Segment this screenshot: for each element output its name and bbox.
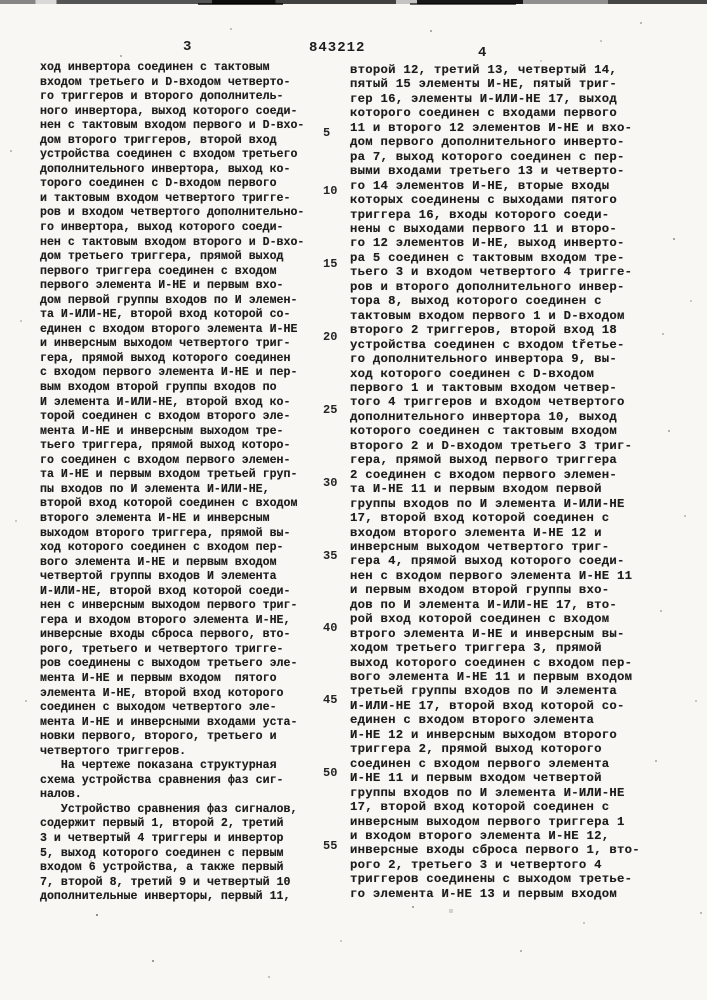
- gutter-line-number: 55: [323, 839, 338, 853]
- text-line: дополнительного инвертора, выход ко-: [40, 162, 291, 176]
- text-line: та И-НЕ и первым входом третьей груп-: [40, 468, 298, 482]
- text-line: втрого элемента И-НЕ и инверсным вы-: [350, 626, 625, 641]
- gutter-line-number: 35: [323, 549, 338, 563]
- text-line: инверсным выходом четвертого триг-: [350, 539, 610, 554]
- text-line: инверсные входы сброса первого 1, вто-: [350, 843, 640, 858]
- text-line: триггера 16, входы которого соеди-: [350, 207, 610, 222]
- text-line: которых соединены с выходами пятого: [350, 193, 618, 208]
- text-line: нен с тактовым входом второго и D-вхо-: [40, 235, 305, 249]
- line-number-gutter: [323, 0, 347, 1000]
- text-line: вым входом второй группы входов по: [40, 381, 277, 395]
- text-line: го 12 элементов И-НЕ, выход инверто-: [350, 236, 625, 251]
- text-line: дом первого дополнительного инверто-: [350, 135, 625, 150]
- text-line: первого элемента И-НЕ и первым вхо-: [40, 279, 284, 293]
- text-line: мента И-НЕ и первым входом пятого: [40, 671, 277, 685]
- gutter-line-number: 20: [323, 330, 338, 344]
- text-line: ходом третьего триггера 3, прямой: [350, 641, 602, 656]
- text-line: гера, прямой выход которого соединен: [40, 351, 291, 365]
- text-line: четвертой группы входов И элемента: [40, 570, 277, 584]
- text-line: инверсным выходом первого триггера 1: [350, 814, 625, 829]
- gutter-line-number: 50: [323, 766, 338, 780]
- text-line: группы входов по И элемента И-ИЛИ-НЕ: [350, 785, 625, 800]
- text-line: третьей группы входов по И элемента: [350, 684, 618, 699]
- text-line: второй 12, третий 13, четвертый 14,: [350, 63, 618, 77]
- text-line: которого соединен с входами первого: [350, 106, 618, 121]
- text-line: ров и второго дополнительного инвер-: [350, 279, 625, 294]
- text-line: новки первого, второго, третьего и: [40, 730, 277, 744]
- text-line: дополнительные инверторы, первый 11,: [40, 890, 291, 904]
- text-line: содержит первый 1, второй 2, третий: [40, 817, 284, 831]
- text-line: вого элемента И-НЕ 11 и первым входом: [350, 670, 633, 685]
- text-line: дом третьего триггера, прямой выход: [40, 250, 284, 264]
- patent-number: 843212: [309, 40, 366, 56]
- text-line: 2 соединен с входом первого элемен-: [350, 467, 618, 482]
- text-line: мента И-НЕ и инверсными входами уста-: [40, 715, 298, 729]
- text-line: дов по И элемента И-ИЛИ-НЕ 17, вто-: [350, 597, 618, 612]
- text-line: го дополнительного инвертора 9, вы-: [350, 352, 618, 367]
- text-line: 11 и второго 12 элементов И-НЕ и вхо-: [350, 120, 633, 135]
- gutter-line-number: 10: [323, 184, 338, 198]
- text-line: и тактовым входом четвертого тригге-: [40, 191, 291, 205]
- text-line: которого соединен с тактовым входом: [350, 424, 618, 439]
- text-line: четвертого триггеров.: [40, 744, 187, 758]
- text-line: выходом второго триггера, прямой вы-: [40, 526, 291, 540]
- text-line: И элемента И-ИЛИ-НЕ, второй вход ко-: [40, 395, 291, 409]
- text-line: элемента И-НЕ, второй вход которого: [40, 686, 284, 700]
- text-line: 5, выход которого соединен с первым: [40, 846, 284, 860]
- text-line: входом 6 устройства, а также первый: [40, 861, 284, 875]
- text-line: гера 4, прямой выход которого соеди-: [350, 554, 625, 569]
- text-line: триггеров соединены с выходом третье-: [350, 872, 633, 887]
- text-line: го соединен с входом первого элемен-: [40, 453, 291, 467]
- text-line: ров соединены с выходом третьего эле-: [40, 657, 298, 671]
- text-line: налов.: [40, 788, 82, 802]
- text-line: рого 2, третьего 3 и четвертого 4: [350, 857, 602, 872]
- page-number-right: 4: [478, 45, 488, 61]
- text-line: второго 2 и D-входом третьего 3 триг-: [350, 438, 633, 453]
- text-line: единен с входом второго элемента И-НЕ: [40, 322, 298, 336]
- text-line: устройства соединен с входом третьего: [40, 148, 298, 162]
- text-line: И-ИЛИ-НЕ 17, второй вход которой со-: [350, 698, 625, 713]
- text-line: первого 1 и тактовым входом четвер-: [350, 380, 618, 395]
- text-line: мента И-НЕ и инверсным выходом тре-: [40, 424, 284, 438]
- page-number-left: 3: [183, 39, 193, 55]
- text-line: рого, третьего и четвертого тригге-: [40, 642, 284, 656]
- text-line: гер 16, элементы И-ИЛИ-НЕ 17, выход: [350, 91, 618, 106]
- text-line: пы входов по И элемента И-ИЛИ-НЕ,: [40, 482, 270, 496]
- text-line: второго 2 триггеров, второй вход 18: [350, 323, 618, 338]
- text-line: дом второго триггеров, второй вход: [40, 133, 277, 147]
- text-line: го 14 элементов И-НЕ, вторые входы: [350, 178, 610, 193]
- text-line: рой вход которой соединен с входом: [350, 612, 610, 627]
- text-line: соединен с входом первого элемента: [350, 756, 610, 771]
- text-line: тора 8, выход которого соединен с: [350, 294, 602, 309]
- text-line: 7, второй 8, третий 9 и четвертый 10: [40, 875, 291, 889]
- text-line: 3 и четвертый 4 триггеры и инвертор: [40, 831, 284, 845]
- text-line: ров и входом четвертого дополнительно-: [40, 206, 305, 220]
- text-line: нен с инверсным выходом первого триг-: [40, 599, 298, 613]
- text-line: го инвертора, выход которого соеди-: [40, 221, 284, 235]
- text-line: ход которого соединен с D-входом: [350, 366, 595, 381]
- text-line: торого соединен с D-входом первого: [40, 177, 277, 191]
- right-column: [350, 63, 656, 901]
- text-line: ход которого соединен с входом пер-: [40, 541, 284, 555]
- text-line: и инверсным выходом четвертого триг-: [40, 337, 291, 351]
- text-line: вого элемента И-НЕ и первым входом: [40, 555, 277, 569]
- gutter-line-number: 5: [323, 126, 331, 140]
- gutter-line-number: 15: [323, 257, 338, 271]
- text-line: го элемента И-НЕ 13 и первым входом: [350, 886, 618, 901]
- text-line: ного инвертора, выход которого соеди-: [40, 104, 298, 118]
- text-line: И-НЕ 11 и первым входом четвертой: [350, 771, 602, 786]
- gutter-line-number: 25: [323, 403, 338, 417]
- text-line: соединен с выходом четвертого эле-: [40, 701, 277, 715]
- text-line: второй вход которой соединен с входом: [40, 497, 298, 511]
- text-line: ход инвертора соединен с тактовым: [40, 61, 270, 74]
- text-line: устройства соединен с входом třетье-: [350, 337, 625, 352]
- gutter-line-number: 40: [323, 621, 338, 635]
- text-line: торой соединен с входом второго эле-: [40, 410, 291, 424]
- text-line: гера и входом второго элемента И-НЕ,: [40, 613, 291, 627]
- text-line: единен с входом второго элемента: [350, 713, 595, 728]
- text-line: инверсные входы сброса первого, вто-: [40, 628, 291, 642]
- text-line: первого триггера соединен с входом: [40, 264, 277, 278]
- text-line: го триггеров и второго дополнитель-: [40, 90, 284, 104]
- text-line: 17, второй вход которой соединен с: [350, 800, 610, 815]
- text-line: выми входами третьего 13 и четверто-: [350, 164, 625, 179]
- text-line: того 4 триггеров и входом четвертого: [350, 395, 625, 410]
- text-line: нены с выходами первого 11 и второ-: [350, 221, 618, 236]
- text-line: тьего 3 и входом четвертого 4 тригге-: [350, 265, 633, 280]
- text-line: Устройство сравнения фаз сигналов,: [40, 802, 298, 816]
- text-line: пятый 15 элементы И-НЕ, пятый триг-: [350, 77, 618, 92]
- text-line: дополнительного инвертора 10, выход: [350, 409, 618, 424]
- text-line: входом третьего и D-входом четверто-: [40, 75, 291, 89]
- text-line: тактовым входом первого 1 и D-входом: [350, 308, 625, 323]
- text-line: триггера 2, прямой выход которого: [350, 742, 602, 757]
- gutter-line-number: 30: [323, 476, 338, 490]
- text-line: гера, прямой выход первого триггера: [350, 453, 618, 468]
- text-line: и первым входом второй группы вхо-: [350, 583, 610, 598]
- gutter-line-number: 45: [323, 693, 338, 707]
- text-line: ра 5 соединен с тактовым входом тре-: [350, 250, 625, 265]
- text-line: дом первой группы входов по И элемен-: [40, 293, 298, 307]
- text-line: и входом второго элемента И-НЕ 12,: [350, 829, 610, 844]
- text-line: нен с входом первого элемента И-НЕ 11: [350, 568, 633, 583]
- text-line: с входом первого элемента И-НЕ и пер-: [40, 366, 298, 380]
- scan-artifact-top-2: [0, 3, 707, 5]
- text-line: На чертеже показана структурная: [40, 759, 277, 773]
- left-column: [40, 61, 342, 905]
- text-line: группы входов по И элемента И-ИЛИ-НЕ: [350, 496, 625, 511]
- text-line: ра 7, выход которого соединен с пер-: [350, 149, 625, 164]
- text-line: та И-НЕ 11 и первым входом первой: [350, 482, 602, 497]
- text-line: выход которого соединен с входом пер-: [350, 655, 633, 670]
- scan-noise: [0, 0, 2, 2]
- text-line: та И-ИЛИ-НЕ, второй вход которой со-: [40, 308, 291, 322]
- text-line: 17, второй вход которой соединен с: [350, 511, 610, 526]
- text-line: схема устройства сравнения фаз сиг-: [40, 773, 284, 787]
- text-line: И-ИЛИ-НЕ, второй вход которой соеди-: [40, 584, 291, 598]
- text-line: входом второго элемента И-НЕ 12 и: [350, 525, 602, 540]
- text-line: нен с тактовым входом первого и D-вхо-: [40, 119, 305, 133]
- text-line: И-НЕ 12 и инверсным выходом второго: [350, 727, 618, 742]
- text-line: тьего триггера, прямой выход которо-: [40, 439, 291, 453]
- text-line: второго элемента И-НЕ и инверсным: [40, 511, 270, 525]
